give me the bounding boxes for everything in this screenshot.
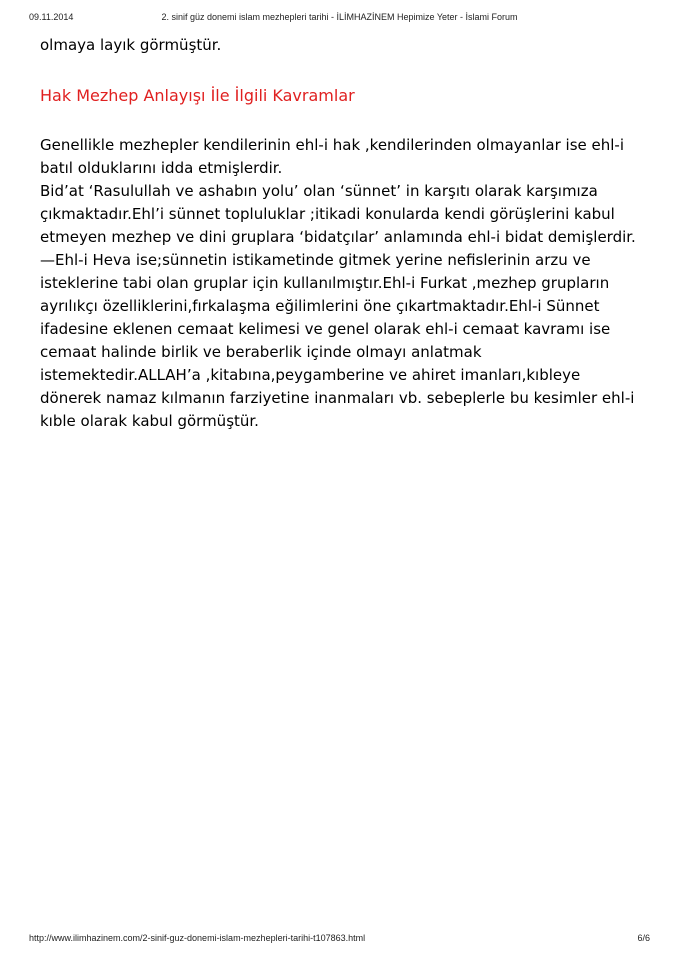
paragraph-line: Bid’at ‘Rasulullah ve ashabın yolu’ olan ‘sünnet’ in karşıtı olarak karşımıza [40, 182, 598, 200]
paragraph-line: etmeyen mezhep ve dini gruplara ‘bidatçılar’ anlamında ehl-i bidat demişlerdir. [40, 228, 636, 246]
article-paragraph [40, 134, 650, 433]
paragraph-line: dönerek namaz kılmanın farziyetine inanmaları vb. sebeplerle bu kesimler ehl-i [40, 389, 635, 407]
paragraph-line: kıble olarak kabul görmüştür. [40, 412, 259, 430]
print-footer [0, 933, 679, 947]
paragraph-line: çıkmaktadır.Ehl’i sünnet topluluklar ;itikadi konularda kendi görüşlerini kabul [40, 205, 615, 223]
paragraph-line: ayrılıkçı özelliklerini,fırkalaşma eğilimlerini öne çıkartmaktadır.Ehl-i Sünnet [40, 297, 600, 315]
print-date: 09.11.2014 [29, 12, 74, 22]
paragraph-line: isteklerine tabi olan gruplar için kullanılmıştır.Ehl-i Furkat ,mezhep grupların [40, 274, 610, 292]
article-content [40, 34, 650, 433]
paragraph-line: istemektedir.ALLAH’a ,kitabına,peygamberine ve ahiret imanları,kıbleye [40, 366, 581, 384]
paragraph-line: batıl olduklarını idda etmişlerdir. [40, 159, 283, 177]
paragraph-line: cemaat halinde birlik ve beraberlik içinde olmayı anlatmak [40, 343, 482, 361]
page-number: 6/6 [637, 933, 650, 943]
section-heading: Hak Mezhep Anlayışı İle İlgili Kavramlar [40, 86, 355, 105]
print-title: 2. sinif güz donemi islam mezhepleri tarihi - İLİMHAZİNEM Hepimize Yeter - İslami Forum [161, 12, 518, 22]
page-url: http://www.ilimhazinem.com/2-sinif-guz-donemi-islam-mezhepleri-tarihi-t107863.html [29, 933, 366, 943]
print-header [0, 12, 679, 26]
lead-text: olmaya layık görmüştür. [40, 36, 222, 54]
paragraph-line: Genellikle mezhepler kendilerinin ehl-i hak ,kendilerinden olmayanlar ise ehl-i [40, 136, 624, 154]
paragraph-line: ifadesine eklenen cemaat kelimesi ve genel olarak ehl-i cemaat kavramı ise [40, 320, 611, 338]
paragraph-line: —Ehl-i Heva ise;sünnetin istikametinde gitmek yerine nefislerinin arzu ve [40, 251, 591, 269]
